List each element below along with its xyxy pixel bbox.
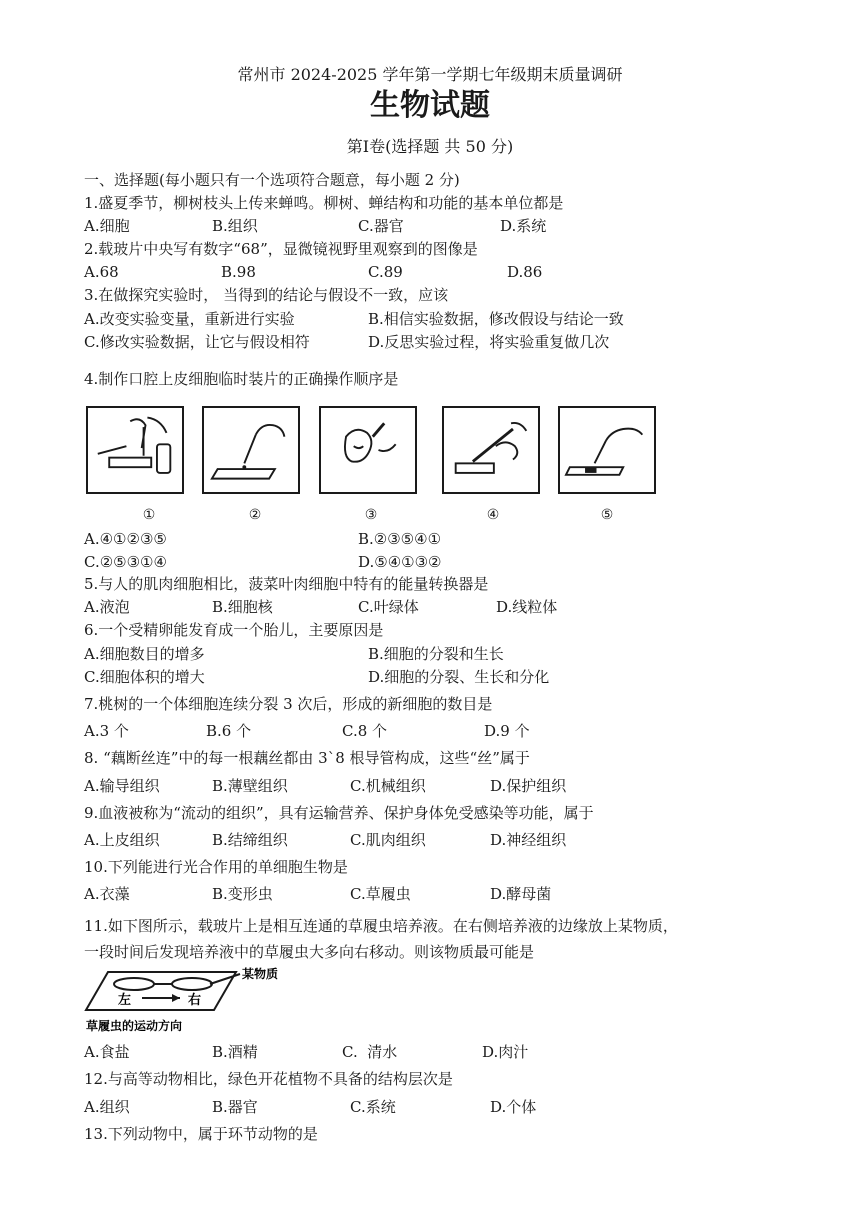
question-4-option-a: A.④①②③⑤ <box>84 530 167 548</box>
question-2-option-b: B.98 <box>221 263 256 281</box>
question-13-stem: 13.下列动物中，属于环节动物的是 <box>84 1125 318 1143</box>
question-3-option-c: C.修改实验数据，让它与假设相符 <box>84 333 310 351</box>
question-10-option-c: C.草履虫 <box>350 885 411 903</box>
step-image-2 <box>202 406 300 494</box>
question-8-option-a: A.输导组织 <box>84 777 160 795</box>
question-11-option-a: A.食盐 <box>84 1043 130 1061</box>
substance-label: 某物质 <box>242 967 279 981</box>
step-label-5: ⑤ <box>600 507 614 523</box>
question-1-stem: 1.盛夏季节，柳树枝头上传来蝉鸣。柳树、蝉结构和功能的基本单位都是 <box>84 194 564 212</box>
question-2-option-d: D.86 <box>507 263 543 281</box>
step-label-3: ③ <box>364 507 378 523</box>
step-image-5 <box>558 406 656 494</box>
scrape-cheek-drawing <box>321 408 415 492</box>
question-3-option-b: B.相信实验数据，修改假设与结论一致 <box>368 310 624 328</box>
question-9-option-d: D.神经组织 <box>490 831 567 849</box>
question-7-option-a: A.3 个 <box>84 722 129 740</box>
question-8-option-b: B.薄壁组织 <box>212 777 288 795</box>
question-11-option-b: B.酒精 <box>212 1043 258 1061</box>
step-image-4 <box>442 406 540 494</box>
question-2-stem: 2.载玻片中央写有数字“68”，显微镜视野里观察到的图像是 <box>84 240 478 258</box>
question-9-option-a: A.上皮组织 <box>84 831 160 849</box>
part-title: 第Ⅰ卷(选择题 共 50 分) <box>346 137 514 156</box>
cover-slip-drawing <box>444 408 538 492</box>
question-9-option-b: B.结缔组织 <box>212 831 288 849</box>
question-6-option-c: C.细胞体积的增大 <box>84 668 205 686</box>
slide-drawing <box>84 966 304 1036</box>
question-2-option-c: C.89 <box>368 263 403 281</box>
question-8-option-d: D.保护组织 <box>490 777 567 795</box>
question-11-option-c: C. 清水 <box>342 1043 398 1061</box>
question-7-option-d: D.9 个 <box>484 722 530 740</box>
question-8-stem: 8. “藕断丝连”中的每一根藕丝都由 3`8 根导管构成，这些“丝”属于 <box>84 749 530 767</box>
question-6-option-b: B.细胞的分裂和生长 <box>368 645 504 663</box>
question-2-option-a: A.68 <box>84 263 119 281</box>
question-12-option-d: D.个体 <box>490 1098 537 1116</box>
exam-title: 常州市 2024-2025 学年第一学期七年级期末质量调研 <box>237 65 623 84</box>
question-5-option-b: B.细胞核 <box>212 598 273 616</box>
question-9-option-c: C.肌肉组织 <box>350 831 426 849</box>
question-6-stem: 6.一个受精卵能发育成一个胎儿，主要原因是 <box>84 621 384 639</box>
question-11-stem-line-1: 11.如下图所示，载玻片上是相互连通的草履虫培养液。在右侧培养液的边缘放上某物质， <box>84 917 678 935</box>
question-11-stem-line-2: 一段时间后发现培养液中的草履虫大多向右移动。则该物质最可能是 <box>84 943 535 961</box>
question-1-option-c: C.器官 <box>358 217 404 235</box>
left-label: 左 <box>118 993 132 1008</box>
figure-caption: 草履虫的运动方向 <box>86 1019 183 1033</box>
question-4-stem: 4.制作口腔上皮细胞临时装片的正确操作顺序是 <box>84 370 399 388</box>
question-12-option-c: C.系统 <box>350 1098 396 1116</box>
section-heading: 一、选择题(每小题只有一个选项符合题意，每小题 2 分) <box>84 171 460 189</box>
step-label-1: ① <box>142 507 156 523</box>
question-4-option-b: B.②③⑤④① <box>358 530 442 548</box>
subject-title: 生物试题 <box>370 88 490 123</box>
drip-water-drawing <box>204 408 298 492</box>
question-3-option-d: D.反思实验过程，将实验重复做几次 <box>368 333 610 351</box>
question-11-option-d: D.肉汁 <box>482 1043 529 1061</box>
question-12-option-a: A.组织 <box>84 1098 130 1116</box>
step-label-2: ② <box>248 507 262 523</box>
question-4-option-d: D.⑤④①③② <box>358 553 442 571</box>
question-10-stem: 10.下列能进行光合作用的单细胞生物是 <box>84 858 348 876</box>
question-7-option-c: C.8 个 <box>342 722 388 740</box>
step-image-3 <box>319 406 417 494</box>
question-7-stem: 7.桃树的一个体细胞连续分裂 3 次后，形成的新细胞的数目是 <box>84 695 493 713</box>
right-label: 右 <box>188 993 202 1008</box>
question-10-option-a: A.衣藻 <box>84 885 130 903</box>
question-5-option-d: D.线粒体 <box>496 598 558 616</box>
question-1-option-d: D.系统 <box>500 217 547 235</box>
question-1-option-b: B.组织 <box>212 217 258 235</box>
question-6-option-d: D.细胞的分裂、生长和分化 <box>368 668 550 686</box>
question-8-option-c: C.机械组织 <box>350 777 426 795</box>
question-10-option-b: B.变形虫 <box>212 885 273 903</box>
question-3-option-a: A.改变实验变量，重新进行实验 <box>84 310 295 328</box>
question-12-option-b: B.器官 <box>212 1098 258 1116</box>
question-9-stem: 9.血液被称为“流动的组织”，具有运输营养、保护身体免受感染等功能，属于 <box>84 804 594 822</box>
drip-saline-drawing <box>88 408 182 492</box>
question-12-stem: 12.与高等动物相比，绿色开花植物不具备的结构层次是 <box>84 1070 453 1088</box>
question-5-stem: 5.与人的肌肉细胞相比，菠菜叶肉细胞中特有的能量转换器是 <box>84 575 489 593</box>
question-3-stem: 3.在做探究实验时， 当得到的结论与假设不一致，应该 <box>84 286 449 304</box>
question-1-option-a: A.细胞 <box>84 217 130 235</box>
slide-preparation-figure <box>86 406 646 524</box>
question-10-option-d: D.酵母菌 <box>490 885 552 903</box>
question-5-option-c: C.叶绿体 <box>358 598 419 616</box>
question-5-option-a: A.液泡 <box>84 598 130 616</box>
question-7-option-b: B.6 个 <box>206 722 252 740</box>
question-4-option-c: C.②⑤③①④ <box>84 553 167 571</box>
step-image-1 <box>86 406 184 494</box>
stain-drawing <box>560 408 654 492</box>
question-6-option-a: A.细胞数目的增多 <box>84 645 205 663</box>
step-label-4: ④ <box>486 507 500 523</box>
paramecium-slide-figure <box>84 966 304 1036</box>
